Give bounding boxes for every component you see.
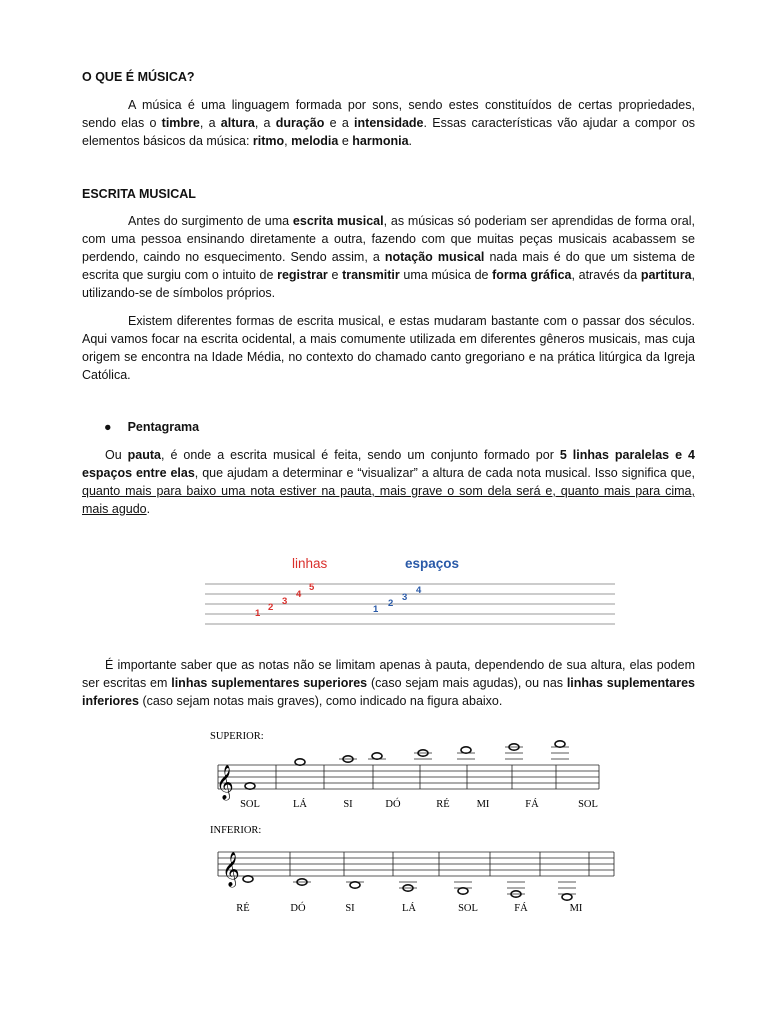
note-label: SOL: [458, 903, 478, 914]
note-label: DÓ: [290, 903, 306, 914]
text-run: , a: [254, 116, 276, 130]
note-label: MI: [476, 799, 490, 810]
inferior-staff: [218, 852, 614, 876]
bullet-title: Pentagrama: [127, 420, 200, 434]
text-run: ,: [284, 134, 292, 148]
note-label: DÓ: [385, 799, 401, 810]
text-run: timbre: [161, 116, 200, 130]
text-run: Existem diferentes formas de escrita musical, e estas mudaram bastante com o passar dos séculos. Aqui vamos focar na escrita ocidental, a mais comumente utilizada em diferentes gêneros musicais, mas cuja origem se encontra na Idade Média, no contexto do chamado canto gregoriano e na prática litúrgica da Igreja Católica.: [82, 314, 695, 382]
text-run: , é onde a escrita musical é feita, sendo um conjunto formado por: [161, 448, 560, 462]
paragraph-escrita-1: [82, 212, 695, 302]
staff-lines: [205, 584, 615, 624]
note-label: MI: [569, 903, 583, 914]
inferior-note-labels: [236, 902, 583, 914]
lines-label: linhas: [292, 556, 328, 571]
whole-note: [461, 747, 471, 753]
text-run: , as músicas só poderiam ser aprendidas de forma oral, com uma pessoa ensinando diretamente a outra, fazendo com que muitas peças musicais acabassem se perdendo, caindo no esquecimento. Sendo assim, a: [82, 214, 695, 264]
whole-note: [562, 894, 572, 900]
space-number: 3: [402, 592, 408, 603]
text-run: altura: [220, 116, 255, 130]
inferior-figure: [210, 822, 620, 917]
text-run: linhas suplementares superiores: [171, 676, 368, 690]
whole-note: [295, 759, 305, 765]
text-run: e: [338, 134, 353, 148]
text-run: , a: [199, 116, 221, 130]
text-run: , que ajudam a determinar e “visualizar” a altura de cada nota musical. Isso significa que,: [194, 466, 696, 480]
note-label: SOL: [240, 799, 260, 810]
text-run: intensidade: [354, 116, 424, 130]
text-run: Ou: [105, 448, 128, 462]
staff-figure: [205, 550, 615, 630]
text-run: registrar: [277, 268, 328, 282]
whole-note: [243, 876, 253, 882]
text-run: escrita musical: [292, 214, 384, 228]
note-label: FÁ: [514, 903, 528, 914]
note-label: FÁ: [525, 799, 539, 810]
line-number: 1: [255, 608, 261, 619]
whole-note: [372, 753, 382, 759]
whole-note: [350, 882, 360, 888]
text-run: 5 linhas paralelas e 4 espaços entre elas: [82, 448, 695, 480]
space-numbers: [373, 585, 422, 615]
text-run: (caso sejam mais agudas), ou nas: [367, 676, 567, 690]
text-run: melodia: [291, 134, 339, 148]
section-title-escrita: ESCRITA MUSICAL: [82, 187, 196, 201]
superior-note-labels: [240, 798, 598, 810]
inferior-label: INFERIOR:: [210, 825, 262, 836]
text-run: .: [146, 502, 151, 516]
note-label: RÉ: [436, 799, 450, 810]
text-run: pauta: [127, 448, 162, 462]
text-run: (caso sejam notas mais graves), como indicado na figura abaixo.: [138, 694, 503, 708]
superior-clef: 𝄞: [216, 765, 234, 800]
text-run: e a: [324, 116, 355, 130]
superior-staff: [218, 765, 599, 789]
paragraph-pentagrama: [82, 446, 695, 518]
text-run: notação musical: [384, 250, 485, 264]
whole-note: [245, 783, 255, 789]
text-run: É importante saber que as notas não se limitam apenas à pauta, dependendo de sua altura, elas podem ser escritas em: [82, 658, 695, 690]
text-run: .: [408, 134, 413, 148]
note-label: LÁ: [293, 799, 307, 810]
text-run: transmitir: [342, 268, 400, 282]
paragraph-suplementares: [82, 656, 695, 710]
note-label: SI: [345, 903, 355, 914]
note-label: RÉ: [236, 903, 250, 914]
whole-note: [458, 888, 468, 894]
text-run: , utilizando-se de símbolos próprios.: [82, 268, 695, 300]
text-run: harmonia: [352, 134, 409, 148]
space-number: 1: [373, 604, 379, 615]
bullet-pentagrama: [104, 420, 199, 434]
superior-label: SUPERIOR:: [210, 731, 264, 742]
line-number: 3: [282, 596, 288, 607]
inferior-clef: 𝄞: [222, 852, 240, 887]
text-run: uma música de: [399, 268, 493, 282]
text-run: duração: [275, 116, 325, 130]
space-number: 4: [416, 585, 422, 596]
text-run: partitura: [640, 268, 692, 282]
line-number: 2: [268, 602, 274, 613]
whole-note: [555, 741, 565, 747]
text-run: . Essas características vão ajudar a compor os elementos básicos da música:: [82, 116, 696, 148]
paragraph-escrita-2: [82, 312, 695, 384]
line-number: 4: [296, 589, 302, 600]
inferior-notes: [243, 876, 576, 900]
spaces-label: espaços: [405, 556, 460, 571]
note-label: LÁ: [402, 903, 416, 914]
text-run: , através da: [571, 268, 641, 282]
line-number: 5: [309, 582, 315, 593]
superior-figure: [210, 728, 610, 813]
line-numbers: [255, 582, 315, 619]
text-run: e: [327, 268, 343, 282]
paragraph-musica: [82, 96, 695, 150]
text-run: Antes do surgimento de uma: [128, 214, 293, 228]
note-label: SI: [343, 799, 353, 810]
text-run: A música é uma linguagem formada por sons, sendo estes constituídos de certas propriedades, sendo elas o: [82, 98, 695, 130]
text-run: ritmo: [252, 134, 285, 148]
space-number: 2: [388, 598, 394, 609]
note-label: SOL: [578, 799, 598, 810]
text-run: quanto mais para baixo uma nota estiver na pauta, mais grave o som dela será e, quanto mais para cima, mais agudo: [82, 484, 695, 516]
text-run: linhas suplementares inferiores: [82, 676, 695, 708]
text-run: forma gráfica: [492, 268, 572, 282]
text-run: nada mais é do que um sistema de escrita que surgiu com o intuito de: [82, 250, 696, 282]
bullet-dot: ●: [104, 420, 112, 434]
section-title-musica: O QUE É MÚSICA?: [82, 70, 195, 84]
